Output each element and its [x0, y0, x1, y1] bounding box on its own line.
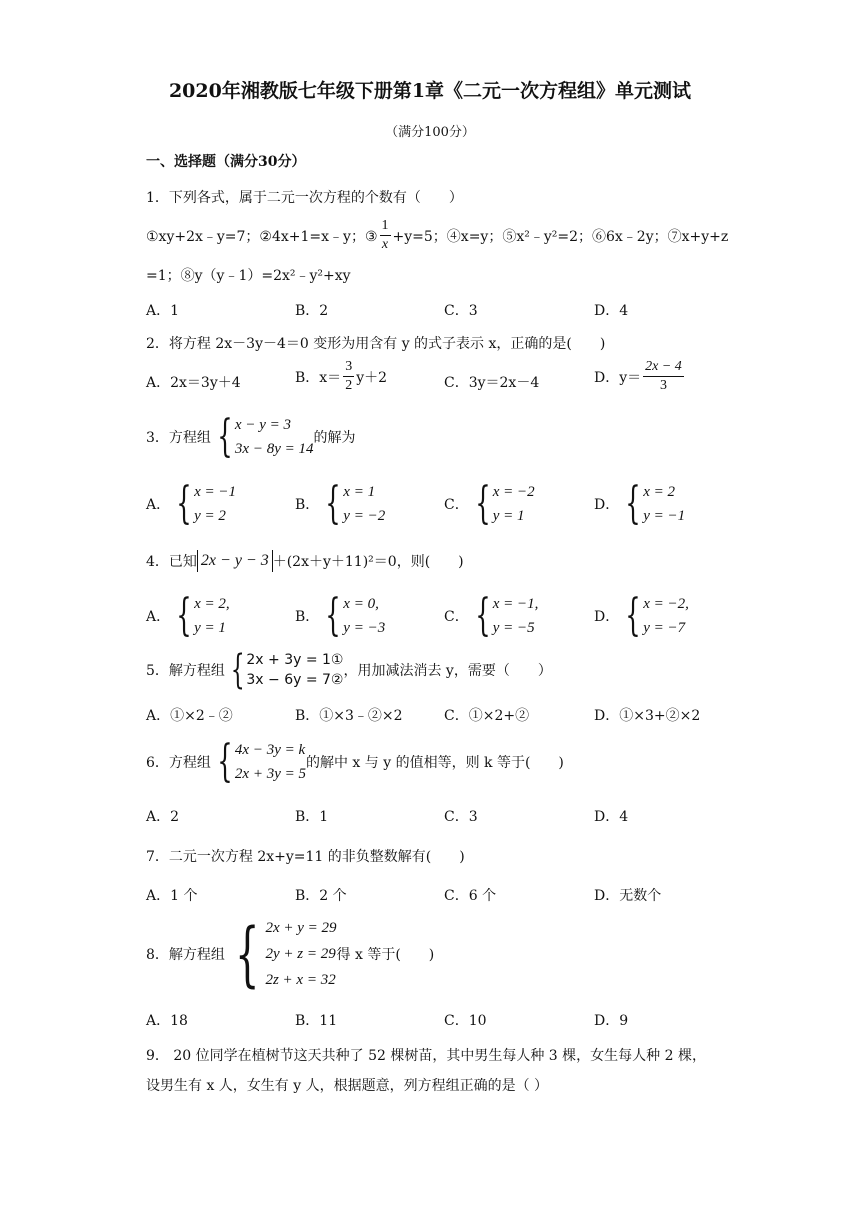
question-8-option-c: C．10	[444, 1013, 487, 1029]
left-brace-icon: {	[475, 478, 491, 529]
equation-line: y = −2	[343, 508, 386, 524]
equation-line: 2y + z = 29	[265, 946, 336, 962]
equation-system	[225, 647, 344, 693]
question-2-option-b	[295, 358, 387, 395]
equation-line: 2z + x = 32	[265, 972, 336, 988]
equation-line: y = 1	[194, 620, 226, 636]
question-1-stem: 1．下列各式，属于二元一次方程的个数有（ ）	[146, 190, 463, 206]
equation-line: 2x + y = 29	[265, 920, 337, 936]
left-brace-icon: {	[625, 590, 641, 641]
option-label: C．	[444, 497, 469, 513]
question-6-suffix: 的解中 x 与 y 的值相等，则 k 等于( )	[305, 755, 564, 771]
question-8-stem	[146, 915, 434, 993]
question-3-suffix: 的解为	[313, 430, 356, 446]
equation-line: y = −5	[492, 620, 535, 636]
equation-line: 3x − 8y = 14	[234, 441, 314, 457]
section-heading: 一、选择题（满分30分）	[146, 154, 306, 170]
question-6-option-c: C．3	[444, 809, 478, 825]
question-4-stem	[146, 550, 464, 572]
left-brace-icon: {	[325, 478, 341, 529]
question-1-fraction	[380, 217, 391, 254]
question-8-option-d: D．9	[594, 1013, 629, 1029]
equation-line: x = 1	[343, 484, 376, 500]
option-d-prefix: D．y＝	[594, 369, 642, 386]
question-3-option-b	[295, 480, 385, 528]
left-brace-icon: {	[176, 590, 192, 641]
question-2-option-c: C．3y＝2x－4	[444, 375, 540, 391]
question-5-suffix: ，用加减法消去 y，需要（ ）	[343, 663, 552, 679]
option-label: A．	[146, 609, 171, 625]
equation-line: x − y = 3	[234, 417, 291, 433]
question-4-option-b	[295, 592, 385, 640]
fraction-numerator: 1	[380, 217, 391, 236]
question-9-line-2: 设男生有 x 人，女生有 y 人，根据题意，列方程组正确的是（ ）	[146, 1078, 549, 1094]
question-7-option-b: B．2 个	[295, 888, 347, 904]
question-5-stem	[146, 647, 552, 693]
option-label: D．	[594, 497, 620, 513]
equation-line: 2x + 3y = 1①	[246, 652, 344, 668]
option-label: B．	[295, 497, 320, 513]
option-b-prefix: B．x＝	[295, 369, 342, 386]
question-1-line-1	[146, 217, 728, 254]
option-b-suffix: y＋2	[356, 369, 388, 386]
question-1-option-d: D．4	[594, 303, 629, 319]
question-6-prefix: 6．方程组	[146, 755, 211, 771]
fraction-numerator: 2x − 4	[643, 358, 684, 377]
equation-line: x = −2	[492, 484, 535, 500]
question-9-line-1: 9． 20 位同学在植树节这天共种了 52 棵树苗，其中男生每人种 3 棵，女生每人种 2 棵，	[146, 1048, 706, 1064]
question-4-suffix: ＋(2x＋y＋11)²＝0，则( )	[272, 554, 464, 570]
equation-line: x = −1	[194, 484, 237, 500]
page-title: 2020年湘教版七年级下册第1章《二元一次方程组》单元测试	[168, 80, 692, 102]
equation-line: x = 2	[643, 484, 676, 500]
absolute-value-expression: 2x − y − 3	[197, 550, 273, 572]
question-1-items-a: ①xy+2x﹣y=7；②4x+1=x﹣y；③	[146, 228, 378, 245]
equation-line: 3x − 6y = 7②	[246, 672, 344, 688]
question-5-option-d: D．①×3+②×2	[594, 708, 701, 724]
equation-line: y = −1	[643, 508, 686, 524]
left-brace-icon: {	[176, 478, 192, 529]
question-5-prefix: 5．解方程组	[146, 663, 225, 679]
question-5-option-b: B．①×3﹣②×2	[295, 708, 403, 724]
left-brace-icon: {	[217, 736, 233, 787]
question-4-option-c	[444, 592, 538, 640]
fraction-denominator: x	[381, 237, 389, 252]
option-label: B．	[295, 609, 320, 625]
question-7-option-a: A．1 个	[146, 888, 198, 904]
question-7-option-d: D．无数个	[594, 888, 662, 904]
question-6-stem	[146, 738, 564, 786]
page-subtitle: （满分100分）	[385, 125, 475, 140]
question-8-option-b: B．11	[295, 1013, 338, 1029]
equation-line: 4x − 3y = k	[234, 742, 306, 758]
left-brace-icon: {	[325, 590, 341, 641]
question-8-prefix: 8．解方程组	[146, 947, 225, 963]
question-3-prefix: 3．方程组	[146, 430, 211, 446]
equation-line: y = 2	[194, 508, 226, 524]
question-1-option-c: C．3	[444, 303, 478, 319]
left-brace-icon: {	[625, 478, 641, 529]
question-1-line-2: =1；⑧y（y﹣1）=2x²﹣y²+xy	[146, 268, 351, 284]
question-5-option-a: A．①×2﹣②	[146, 708, 233, 724]
equation-line: x = −2,	[643, 596, 689, 612]
equation-line: 2x + 3y = 5	[234, 766, 306, 782]
option-label: D．	[594, 609, 620, 625]
equation-line: y = −7	[643, 620, 686, 636]
question-7-stem: 7．二元一次方程 2x+y=11 的非负整数解有( )	[146, 849, 465, 865]
question-4-option-a	[146, 592, 230, 640]
option-b-fraction	[343, 358, 354, 395]
equation-line: y = 1	[492, 508, 525, 524]
question-4-option-d	[594, 592, 689, 640]
equation-line: x = 2,	[194, 596, 230, 612]
left-brace-icon: {	[475, 590, 491, 641]
question-8-suffix: 得 x 等于( )	[336, 947, 435, 963]
question-1-option-b: B．2	[295, 303, 329, 319]
question-2-option-d	[594, 358, 686, 395]
left-brace-icon: {	[217, 411, 233, 462]
question-7-option-c: C．6 个	[444, 888, 497, 904]
equation-line: y = −3	[343, 620, 386, 636]
question-3-stem	[146, 413, 355, 461]
fraction-numerator: 3	[343, 358, 354, 377]
question-3-option-c	[444, 480, 535, 528]
fraction-denominator: 2	[345, 378, 353, 393]
question-6-option-d: D．4	[594, 809, 629, 825]
question-1-items-b: +y=5；④x=y；⑤x²﹣y²=2；⑥6x﹣2y；⑦x+y+z	[392, 228, 729, 245]
option-label: A．	[146, 497, 171, 513]
equation-system	[211, 738, 306, 786]
equation-system	[225, 915, 337, 993]
question-3-option-d	[594, 480, 685, 528]
question-1-option-a: A．1	[146, 303, 180, 319]
left-brace-icon: {	[234, 913, 260, 995]
question-4-prefix: 4．已知	[146, 554, 197, 570]
equation-line: x = 0,	[343, 596, 379, 612]
question-2-stem: 2．将方程 2x－3y－4＝0 变形为用含有 y 的式子表示 x，正确的是( )	[146, 336, 606, 352]
question-3-option-a	[146, 480, 236, 528]
fraction-denominator: 3	[659, 378, 667, 393]
question-8-option-a: A．18	[146, 1013, 188, 1029]
question-5-option-c: C．①×2+②	[444, 708, 530, 724]
equation-line: x = −1,	[492, 596, 539, 612]
equation-system	[211, 413, 314, 461]
question-6-option-a: A．2	[146, 809, 180, 825]
question-2-option-a: A．2x＝3y＋4	[146, 375, 241, 391]
option-label: C．	[444, 609, 469, 625]
question-6-option-b: B．1	[295, 809, 329, 825]
left-brace-icon: {	[230, 647, 245, 693]
option-d-fraction	[643, 358, 684, 395]
